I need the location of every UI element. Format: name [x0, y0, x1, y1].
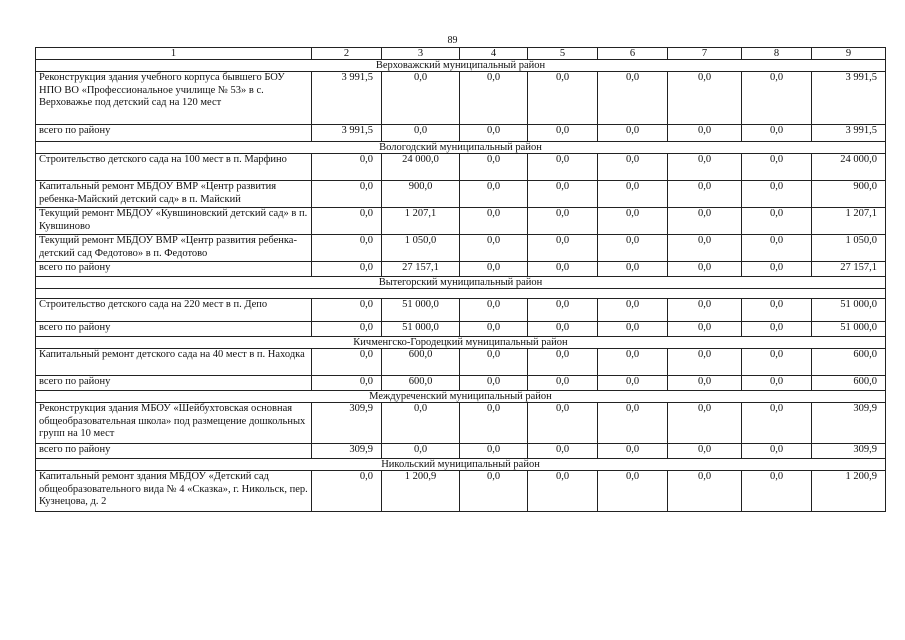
value-cell: 0,0	[460, 262, 528, 277]
value-cell: 0,0	[460, 403, 528, 444]
table-row	[36, 444, 886, 459]
table-row	[36, 349, 886, 376]
value-cell: 900,0	[382, 181, 460, 208]
row-description: Реконструкция здания МБОУ «Шейбухтовская основная общеобразовательная школа» под размещение дошкольных групп на 10 мест	[36, 403, 312, 444]
value-cell: 0,0	[742, 444, 812, 459]
value-cell: 0,0	[742, 322, 812, 337]
page-number: 89	[447, 35, 458, 46]
value-cell: 309,9	[812, 444, 886, 459]
value-cell: 0,0	[460, 208, 528, 235]
value-cell: 0,0	[742, 471, 812, 512]
value-cell: 0,0	[528, 208, 598, 235]
table-row	[36, 208, 886, 235]
value-cell: 600,0	[812, 349, 886, 376]
value-cell: 0,0	[460, 125, 528, 142]
value-cell: 0,0	[742, 349, 812, 376]
value-cell: 0,0	[312, 299, 382, 322]
row-description: Капитальный ремонт здания МБДОУ «Детский сад общеобразовательного вида № 4 «Сказка», г. Никольск, пер. Кузнецова, д. 2	[36, 471, 312, 512]
row-description: Строительство детского сада на 100 мест в п. Марфино	[36, 154, 312, 181]
value-cell: 0,0	[742, 262, 812, 277]
section-title: Вологодский муниципальный район	[36, 142, 886, 154]
value-cell: 0,0	[668, 125, 742, 142]
value-cell: 0,0	[382, 125, 460, 142]
value-cell: 0,0	[598, 403, 668, 444]
value-cell: 0,0	[382, 403, 460, 444]
value-cell: 0,0	[742, 235, 812, 262]
header-cell: 4	[460, 48, 528, 60]
row-description: Текущий ремонт МБДОУ ВМР «Центр развития ребенка-детский сад Федотово» в п. Федотово	[36, 235, 312, 262]
value-cell: 1 200,9	[812, 471, 886, 512]
value-cell: 3 991,5	[812, 125, 886, 142]
value-cell: 0,0	[528, 299, 598, 322]
budget-table	[35, 47, 886, 512]
value-cell: 0,0	[598, 299, 668, 322]
value-cell: 0,0	[460, 181, 528, 208]
value-cell: 24 000,0	[812, 154, 886, 181]
row-description: всего по району	[36, 376, 312, 391]
value-cell: 0,0	[598, 154, 668, 181]
value-cell: 0,0	[668, 471, 742, 512]
value-cell: 27 157,1	[812, 262, 886, 277]
row-description: Капитальный ремонт МБДОУ ВМР «Центр развития ребенка-Майский детский сад» в п. Майский	[36, 181, 312, 208]
value-cell: 0,0	[668, 376, 742, 391]
table-row	[36, 322, 886, 337]
value-cell: 0,0	[598, 444, 668, 459]
row-description: Реконструкция здания учебного корпуса бывшего БОУ НПО ВО «Профессиональное училище № 53» в с. Верховажье под детский сад на 120 мест	[36, 72, 312, 125]
value-cell: 0,0	[742, 403, 812, 444]
value-cell: 309,9	[312, 444, 382, 459]
table-row	[36, 262, 886, 277]
value-cell: 0,0	[668, 72, 742, 125]
value-cell: 0,0	[312, 471, 382, 512]
value-cell: 0,0	[742, 181, 812, 208]
value-cell: 0,0	[598, 349, 668, 376]
section-title: Кичменгско-Городецкий муниципальный район	[36, 337, 886, 349]
value-cell: 0,0	[528, 322, 598, 337]
value-cell: 0,0	[598, 125, 668, 142]
value-cell: 0,0	[598, 181, 668, 208]
value-cell: 1 207,1	[812, 208, 886, 235]
value-cell: 0,0	[528, 72, 598, 125]
value-cell: 1 200,9	[382, 471, 460, 512]
value-cell: 0,0	[598, 72, 668, 125]
value-cell: 1 050,0	[382, 235, 460, 262]
row-description: всего по району	[36, 322, 312, 337]
table-row	[36, 299, 886, 322]
section-title: Междуреченский муниципальный район	[36, 391, 886, 403]
value-cell: 0,0	[460, 376, 528, 391]
value-cell: 600,0	[382, 376, 460, 391]
header-cell: 6	[598, 48, 668, 60]
header-cell: 3	[382, 48, 460, 60]
value-cell: 3 991,5	[812, 72, 886, 125]
value-cell: 0,0	[528, 235, 598, 262]
value-cell: 0,0	[668, 181, 742, 208]
header-cell: 7	[668, 48, 742, 60]
section-title-row	[36, 60, 886, 72]
value-cell: 0,0	[742, 72, 812, 125]
value-cell: 0,0	[598, 262, 668, 277]
header-cell: 1	[36, 48, 312, 60]
header-row	[36, 48, 886, 60]
value-cell: 0,0	[742, 125, 812, 142]
value-cell: 0,0	[312, 208, 382, 235]
value-cell: 0,0	[668, 322, 742, 337]
row-description: всего по району	[36, 262, 312, 277]
value-cell: 0,0	[528, 403, 598, 444]
value-cell: 0,0	[312, 262, 382, 277]
value-cell: 0,0	[528, 471, 598, 512]
value-cell: 0,0	[528, 376, 598, 391]
value-cell: 0,0	[598, 208, 668, 235]
value-cell: 0,0	[460, 322, 528, 337]
header-cell: 9	[812, 48, 886, 60]
row-description: всего по району	[36, 125, 312, 142]
row-description: Строительство детского сада на 220 мест в п. Депо	[36, 299, 312, 322]
table-row	[36, 235, 886, 262]
value-cell: 0,0	[598, 376, 668, 391]
section-title-row	[36, 142, 886, 154]
value-cell: 0,0	[528, 125, 598, 142]
value-cell: 0,0	[460, 349, 528, 376]
value-cell: 0,0	[312, 181, 382, 208]
value-cell: 0,0	[742, 208, 812, 235]
section-title: Верховажский муниципальный район	[36, 60, 886, 72]
value-cell: 309,9	[312, 403, 382, 444]
header-cell: 5	[528, 48, 598, 60]
section-title-row	[36, 277, 886, 289]
value-cell: 0,0	[668, 299, 742, 322]
value-cell: 0,0	[742, 376, 812, 391]
value-cell: 3 991,5	[312, 125, 382, 142]
table-row	[36, 181, 886, 208]
value-cell: 0,0	[528, 154, 598, 181]
table-row	[36, 403, 886, 444]
value-cell: 0,0	[668, 262, 742, 277]
section-title-row	[36, 391, 886, 403]
value-cell: 51 000,0	[812, 322, 886, 337]
value-cell: 0,0	[742, 299, 812, 322]
value-cell: 0,0	[528, 181, 598, 208]
section-title-row	[36, 337, 886, 349]
value-cell: 0,0	[668, 208, 742, 235]
table-row	[36, 154, 886, 181]
value-cell: 1 207,1	[382, 208, 460, 235]
value-cell: 900,0	[812, 181, 886, 208]
value-cell: 0,0	[668, 154, 742, 181]
value-cell: 0,0	[460, 471, 528, 512]
value-cell: 600,0	[812, 376, 886, 391]
section-title-row	[36, 459, 886, 471]
value-cell: 600,0	[382, 349, 460, 376]
header-cell: 8	[742, 48, 812, 60]
value-cell: 0,0	[528, 444, 598, 459]
spacer-cell	[36, 289, 886, 299]
table-row	[36, 471, 886, 512]
spacer-row	[36, 289, 886, 299]
value-cell: 0,0	[460, 154, 528, 181]
value-cell: 0,0	[312, 322, 382, 337]
value-cell: 0,0	[742, 154, 812, 181]
value-cell: 309,9	[812, 403, 886, 444]
value-cell: 0,0	[668, 235, 742, 262]
value-cell: 0,0	[460, 444, 528, 459]
section-title: Никольский муниципальный район	[36, 459, 886, 471]
value-cell: 1 050,0	[812, 235, 886, 262]
value-cell: 0,0	[598, 322, 668, 337]
table-row	[36, 376, 886, 391]
value-cell: 0,0	[382, 72, 460, 125]
value-cell: 0,0	[598, 471, 668, 512]
value-cell: 0,0	[312, 376, 382, 391]
value-cell: 0,0	[528, 349, 598, 376]
value-cell: 27 157,1	[382, 262, 460, 277]
value-cell: 0,0	[460, 299, 528, 322]
row-description: всего по району	[36, 444, 312, 459]
value-cell: 0,0	[460, 72, 528, 125]
value-cell: 51 000,0	[382, 299, 460, 322]
value-cell: 0,0	[312, 349, 382, 376]
value-cell: 0,0	[598, 235, 668, 262]
value-cell: 0,0	[312, 235, 382, 262]
value-cell: 0,0	[312, 154, 382, 181]
table-row	[36, 125, 886, 142]
value-cell: 51 000,0	[812, 299, 886, 322]
section-title: Вытегорский муниципальный район	[36, 277, 886, 289]
value-cell: 0,0	[460, 235, 528, 262]
value-cell: 51 000,0	[382, 322, 460, 337]
value-cell: 24 000,0	[382, 154, 460, 181]
value-cell: 0,0	[668, 403, 742, 444]
row-description: Текущий ремонт МБДОУ «Кувшиновский детский сад» в п. Кувшиново	[36, 208, 312, 235]
value-cell: 0,0	[668, 349, 742, 376]
table-row	[36, 72, 886, 125]
value-cell: 0,0	[668, 444, 742, 459]
value-cell: 0,0	[528, 262, 598, 277]
header-cell: 2	[312, 48, 382, 60]
row-description: Капитальный ремонт детского сада на 40 мест в п. Находка	[36, 349, 312, 376]
value-cell: 0,0	[382, 444, 460, 459]
value-cell: 3 991,5	[312, 72, 382, 125]
